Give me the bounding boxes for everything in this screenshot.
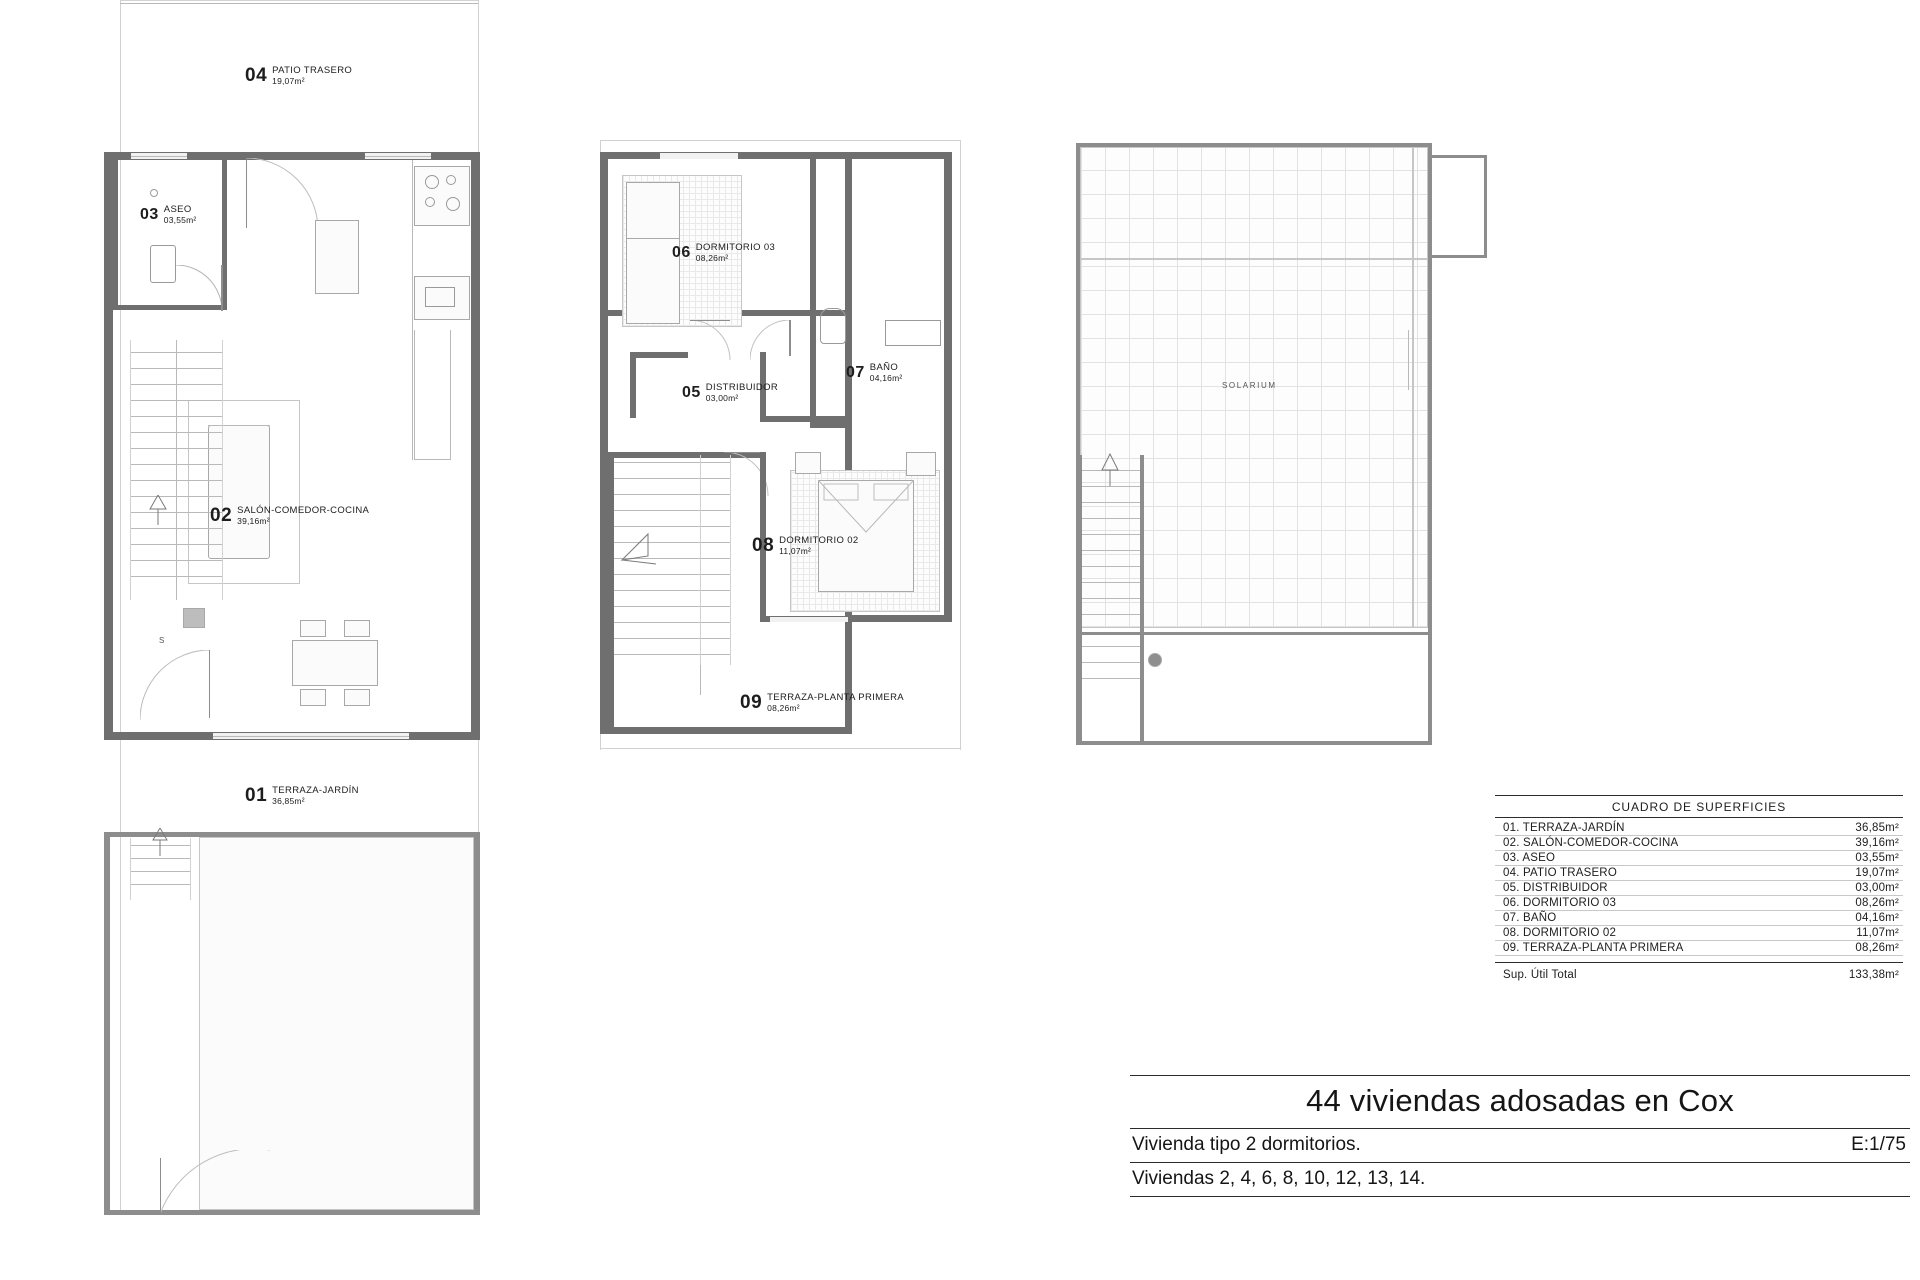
dining-chair-4	[344, 689, 370, 706]
table-row	[1495, 821, 1903, 836]
roof-step-5	[1082, 534, 1140, 535]
table-row	[1495, 866, 1903, 881]
bed2-nightstand-left	[795, 452, 821, 474]
sink-basin	[425, 287, 455, 307]
window-bed3	[660, 153, 738, 159]
wall-first-terrace-top	[845, 152, 952, 159]
stair-f-1	[614, 462, 730, 463]
stair-post	[183, 608, 205, 628]
sheet-title: 44 viviendas adosadas en Cox	[1306, 1083, 1734, 1118]
bed2-nightstand-right	[906, 452, 936, 476]
garden-step-3	[130, 871, 190, 872]
table-row	[1495, 911, 1903, 926]
wall-first-right	[944, 152, 952, 622]
sheet-subtitle: Vivienda tipo 2 dormitorios.	[1132, 1134, 1361, 1155]
window-bottom-main-line	[213, 736, 409, 737]
window-top-right-line	[365, 156, 431, 157]
wall-ground-left	[104, 152, 113, 740]
roof-ledge-bottom	[1426, 255, 1486, 258]
door-swing-entry-top	[246, 158, 318, 230]
wall-dist-top	[630, 352, 688, 358]
table-row	[1495, 851, 1903, 866]
patio-top-edge	[120, 3, 478, 4]
wall-first-left	[600, 152, 608, 734]
dining-table	[292, 640, 378, 686]
door-swing-bath	[750, 320, 800, 360]
sheet-units: Viviendas 2, 4, 6, 8, 10, 12, 13, 14.	[1132, 1168, 1426, 1189]
surface-label: 07. BAÑO	[1495, 911, 1803, 926]
roof-step-4	[1082, 518, 1140, 519]
surface-value: 03,00m²	[1803, 881, 1903, 896]
solarium-drain-line	[1408, 330, 1409, 390]
garden-step-arrow	[150, 828, 170, 856]
dining-chair-3	[300, 689, 326, 706]
stair-first-arrow	[618, 530, 658, 566]
roof-step-3	[1082, 502, 1140, 503]
roof-wall-mid	[1076, 632, 1432, 635]
roof-step-2	[1082, 486, 1140, 487]
room-label-01: 01 TERRAZA-JARDÍN 36,85m²	[245, 784, 359, 806]
stair-f-2	[614, 478, 730, 479]
table-spacer	[1495, 956, 1903, 963]
table-row	[1495, 836, 1903, 851]
wall-dist-bottom-right	[760, 416, 846, 422]
roof-step-9	[1082, 598, 1140, 599]
surface-label: 09. TERRAZA-PLANTA PRIMERA	[1495, 941, 1803, 956]
wall-first-bottom	[600, 727, 852, 734]
stair-edge-right	[222, 340, 223, 600]
wall-dist-left	[630, 352, 636, 418]
room-label-02: 02 SALÓN-COMEDOR-COCINA 39,16m²	[210, 504, 370, 526]
window-bed2	[770, 617, 848, 622]
kitchen-edge-line-3	[414, 459, 450, 460]
stair-f-11	[614, 622, 730, 623]
stair-edge-left	[130, 340, 131, 600]
table-row	[1495, 896, 1903, 911]
garden-wall-left	[104, 832, 110, 1215]
total-label: Sup. Útil Total	[1495, 963, 1803, 983]
wall-bed3-right	[810, 159, 816, 310]
stair-f-13	[614, 654, 730, 655]
room-label-03: 03 ASEO 03,55m²	[140, 204, 197, 225]
garden-step-4	[130, 884, 190, 885]
stair-centre-line	[176, 340, 177, 600]
window-top-left-line	[131, 156, 187, 157]
room-label-07: 07 BAÑO 04,16m²	[846, 362, 903, 383]
wall-bath-bottom	[810, 422, 846, 428]
kitchen-unit-1	[414, 166, 470, 226]
first-boundary-right	[960, 140, 961, 750]
solarium-parapet-line	[1412, 147, 1414, 628]
surface-value: 03,55m²	[1803, 851, 1903, 866]
title-subtitle-row	[1130, 1129, 1910, 1162]
stair-f-8	[614, 574, 730, 575]
hob-burner-c	[425, 197, 435, 207]
wall-first-terrace-bottom	[845, 615, 952, 622]
surface-label: 01. TERRAZA-JARDÍN	[1495, 821, 1803, 836]
surface-label: 08. DORMITORIO 02	[1495, 926, 1803, 941]
stair-f-3	[614, 494, 730, 495]
roof-step-11	[1082, 646, 1140, 647]
solarium-edge-line	[1080, 258, 1428, 260]
stair-f-5	[614, 526, 730, 527]
table-row	[1495, 881, 1903, 896]
roof-stair-arrow	[1082, 452, 1140, 486]
table-row	[1495, 941, 1903, 956]
door-swing-terrace	[140, 650, 210, 720]
hob-burner-b	[446, 175, 456, 185]
roof-step-10	[1082, 614, 1140, 615]
roof-step-6	[1082, 550, 1140, 551]
surface-label: 02. SALÓN-COMEDOR-COCINA	[1495, 836, 1803, 851]
table-total-row	[1495, 963, 1903, 983]
surface-label: 05. DISTRIBUIDOR	[1495, 881, 1803, 896]
surface-value: 19,07m²	[1803, 866, 1903, 881]
roof-wall-bottom	[1076, 741, 1432, 745]
surface-label: 04. PATIO TRASERO	[1495, 866, 1803, 881]
surface-label: 06. DORMITORIO 03	[1495, 896, 1803, 911]
toilet-fixture-bath	[820, 308, 846, 344]
table-top-rule	[1495, 795, 1903, 796]
dining-chair-2	[344, 620, 370, 637]
toilet-fixture-aseo	[150, 245, 176, 283]
wall-ground-right	[471, 152, 480, 740]
room-label-04: 04 PATIO TRASERO 19,07m²	[245, 64, 353, 86]
wall-first-terrace-edge	[845, 152, 852, 734]
roof-step-12	[1082, 662, 1140, 663]
kitchen-counter-line	[412, 160, 413, 460]
title-rule-bottom	[1130, 1196, 1910, 1197]
surface-value: 11,07m²	[1803, 926, 1903, 941]
solarium-label: SOLARIUM	[1222, 381, 1277, 390]
roof-ledge-top	[1426, 155, 1486, 158]
living-rug	[188, 400, 300, 584]
wall-bath-left	[810, 310, 816, 428]
sheet-scale: E:1/75	[1851, 1134, 1906, 1155]
surfaces-table-title: CUADRO DE SUPERFICIES	[1495, 800, 1903, 818]
kitchen-edge-line-2	[414, 330, 415, 460]
roof-stair-post	[1148, 653, 1162, 667]
surface-value: 08,26m²	[1803, 896, 1903, 911]
hob-burner-d	[446, 197, 460, 211]
stair-f-10	[614, 606, 730, 607]
title-block	[1130, 1075, 1910, 1197]
door-swing-aseo	[176, 265, 224, 313]
garden-step-edge-l	[130, 838, 131, 900]
garden-wall-right	[474, 832, 480, 1215]
roof-ledge-right	[1484, 155, 1487, 258]
aseo-wall-left	[113, 152, 118, 310]
surface-value: 36,85m²	[1803, 821, 1903, 836]
first-boundary-top	[600, 140, 960, 141]
stair-f-9	[614, 590, 730, 591]
surface-label: 03. ASEO	[1495, 851, 1803, 866]
plot-boundary-top	[120, 0, 478, 1]
surface-value: 04,16m²	[1803, 911, 1903, 926]
stair-f-4	[614, 510, 730, 511]
hob-burner-a	[425, 175, 439, 189]
gate-swing	[160, 1150, 280, 1214]
plot-boundary-left	[120, 0, 121, 1215]
room-label-06: 06 DORMITORIO 03 08,26m²	[672, 242, 776, 263]
kitchen-edge-line	[450, 330, 451, 460]
roof-step-7	[1082, 566, 1140, 567]
table-row	[1495, 926, 1903, 941]
door-swing-bed3	[690, 320, 736, 360]
surface-value: 39,16m²	[1803, 836, 1903, 851]
roof-wall-right	[1428, 143, 1432, 745]
room-label-09: 09 TERRAZA-PLANTA PRIMERA 08,26m²	[740, 691, 904, 713]
garden-step-edge-r	[190, 838, 191, 900]
garden-step-2	[130, 858, 190, 859]
room-label-05: 05 DISTRIBUIDOR 03,00m²	[682, 382, 779, 403]
surfaces-table	[1495, 795, 1903, 982]
total-value: 133,38m²	[1803, 963, 1903, 983]
armchair-1	[315, 220, 359, 294]
roof-step-13	[1082, 678, 1140, 679]
stair-f-rail	[700, 455, 701, 665]
roof-stair-wall-left	[1078, 455, 1082, 745]
dining-chair-1	[300, 620, 326, 637]
roof-stair-wall-right	[1140, 455, 1144, 745]
stair-f-edge	[730, 455, 731, 665]
surfaces-table-body	[1495, 821, 1903, 982]
first-boundary-bottom	[600, 748, 960, 749]
stair-f-12	[614, 638, 730, 639]
surface-value: 08,26m²	[1803, 941, 1903, 956]
stair-up-arrow	[148, 495, 168, 525]
stair-note: S	[159, 636, 165, 645]
stair-f-void-line	[700, 665, 701, 695]
roof-step-8	[1082, 582, 1140, 583]
bed2-pillows	[818, 480, 914, 540]
bath-vanity	[885, 320, 941, 346]
sink-fixture-aseo	[150, 189, 158, 197]
room-label-08: 08 DORMITORIO 02 11,07m²	[752, 534, 859, 556]
